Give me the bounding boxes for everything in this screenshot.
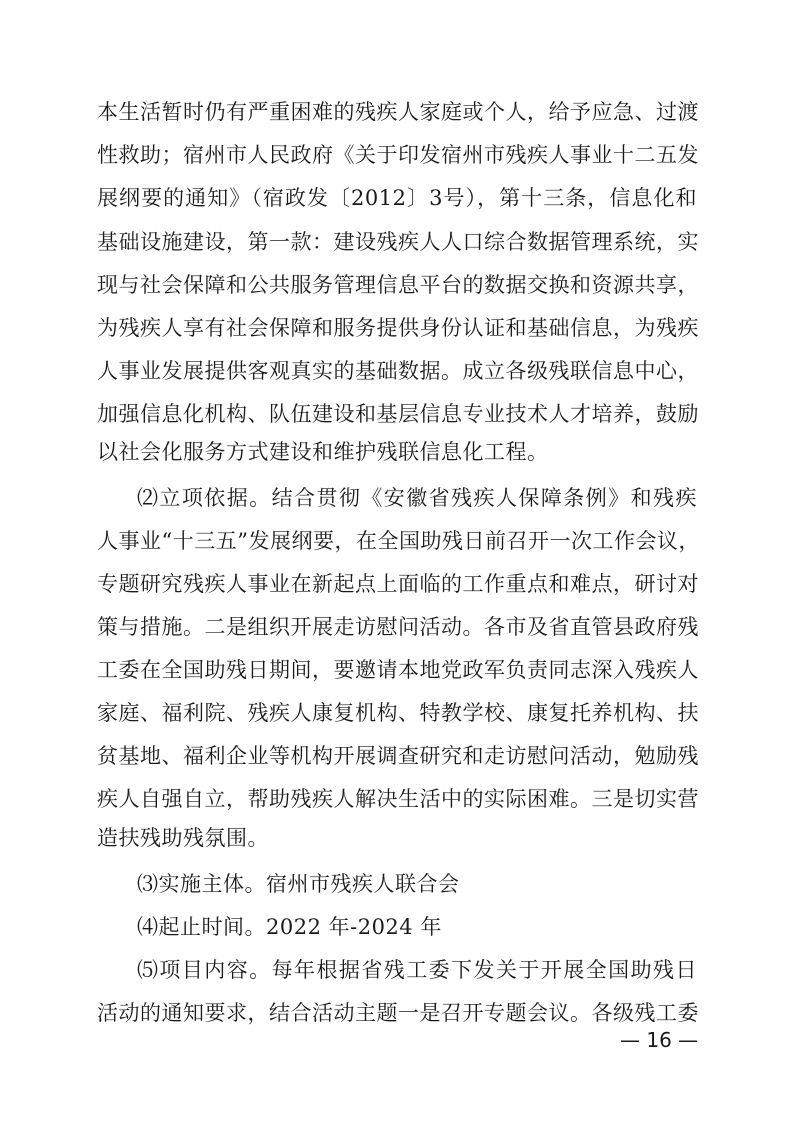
text-line: 人事业“十三五”发展纲要，在全国助残日前召开一次工作会议， — [97, 529, 700, 553]
text-line: 加强信息化机构、队伍建设和基层信息专业技术人才培养，鼓励 — [97, 402, 699, 426]
text-line: 工委在全国助残日期间，要邀请本地党政军负责同志深入残疾人 — [97, 658, 699, 682]
paragraph-start-line: ⑵立项依据。结合贯彻《安徽省残疾人保障条例》和残疾 — [137, 486, 697, 510]
text-line: 以社会化服务方式建设和维护残联信息化工程。 — [97, 440, 549, 464]
paragraph-start-line: ⑷起止时间。2022 年-2024 年 — [137, 915, 442, 939]
paragraph-start-line: ⑸项目内容。每年根据省残工委下发关于开展全国助残日 — [137, 958, 697, 982]
text-line: 人事业发展提供客观真实的基础数据。成立各级残联信息中心， — [97, 359, 699, 383]
text-line: 贫基地、福利企业等机构开展调查研究和走访慰问活动，勉励残 — [97, 744, 699, 768]
text-line: 疾人自强自立，帮助残疾人解决生活中的实际困难。三是切实营 — [97, 787, 699, 811]
text-line: 造扶残助残氛围。 — [97, 826, 269, 850]
text-line: 现与社会保障和公共服务管理信息平台的数据交换和资源共享， — [97, 273, 699, 297]
page-number: — 16 — — [620, 1028, 699, 1052]
text-line: 本生活暂时仍有严重困难的残疾人家庭或个人，给予应急、过渡 — [97, 100, 699, 124]
text-line: 家庭、福利院、残疾人康复机构、特教学校、康复托养机构、扶 — [97, 701, 699, 725]
text-line: 基础设施建设，第一款：建设残疾人人口综合数据管理系统，实 — [97, 230, 699, 254]
text-line: 为残疾人享有社会保障和服务提供身份认证和基础信息，为残疾 — [97, 316, 699, 340]
paragraph-start-line: ⑶实施主体。宿州市残疾人联合会 — [137, 872, 460, 896]
text-line: 策与措施。二是组织开展走访慰问活动。各市及省直管县政府残 — [97, 615, 699, 639]
text-line: 性救助；宿州市人民政府《关于印发宿州市残疾人事业十二五发 — [97, 143, 699, 167]
text-line: 活动的通知要求，结合活动主题一是召开专题会议。各级残工委 — [97, 1001, 699, 1025]
text-line: 展纲要的通知》（宿政发〔2012〕3号），第十三条，信息化和 — [97, 186, 697, 210]
text-line: 专题研究残疾人事业在新起点上面临的工作重点和难点，研讨对 — [97, 572, 699, 596]
